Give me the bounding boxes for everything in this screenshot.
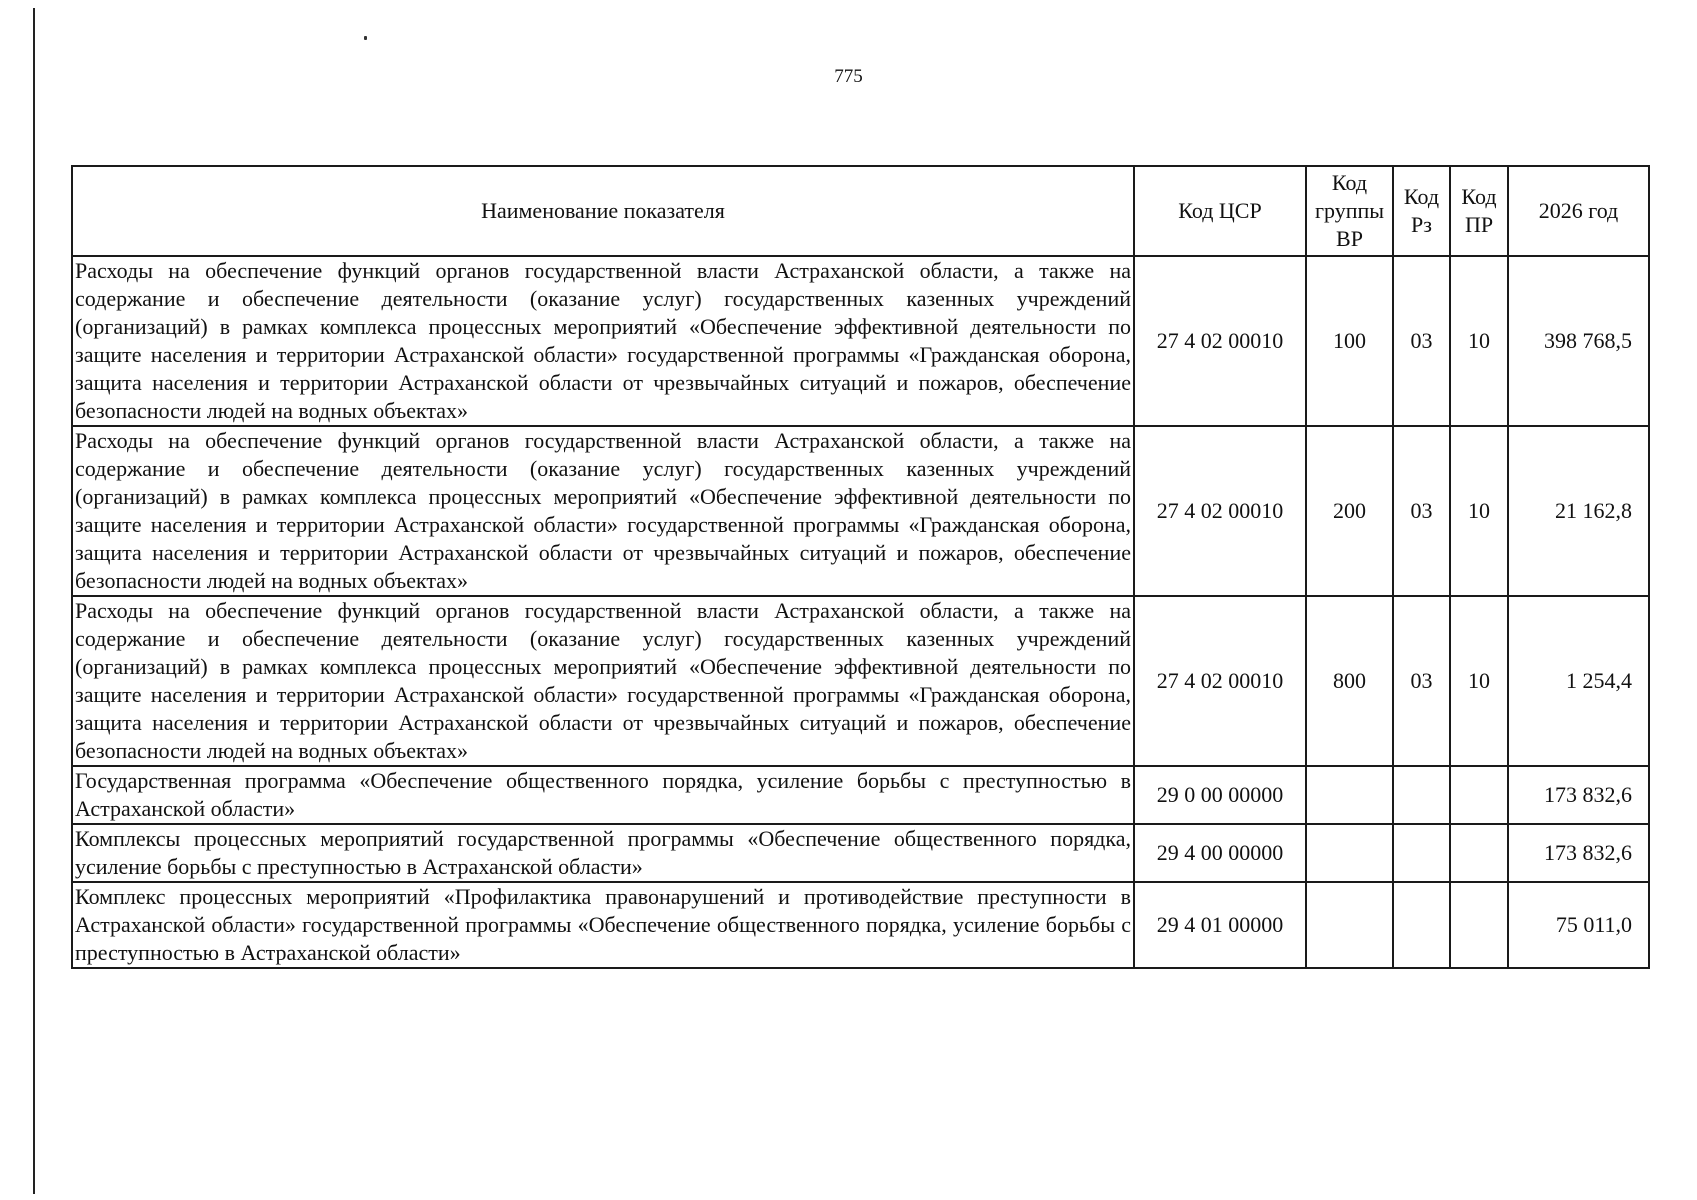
row-name: Комплексы процессных мероприятий государственной программы «Обеспечение общественного порядка, усиление борьбы с преступностью в Астраханской области» bbox=[72, 824, 1134, 882]
row-csr-code: 27 4 02 00010 bbox=[1134, 256, 1306, 426]
left-margin-line bbox=[33, 8, 35, 1194]
row-name: Расходы на обеспечение функций органов государственной власти Астраханской области, а также на содержание и обеспечение деятельности (оказание услуг) государственных казенных учреждений (организаций) в рамках комплекса процессных мероприятий «Обеспечение эффективной деятельности по защите населения и территории Астраханской области» государственной программы «Гражданская оборона, защита населения и территории Астраханской области от чрезвычайных ситуаций и пожаров, обеспечение безопасности людей на водных объектах» bbox=[72, 596, 1134, 766]
table-row bbox=[72, 882, 1649, 968]
row-rz-code: 03 bbox=[1393, 256, 1450, 426]
row-rz-code bbox=[1393, 882, 1450, 968]
row-amount: 173 832,6 bbox=[1508, 824, 1649, 882]
header-rz-code: Код Рз bbox=[1393, 166, 1450, 256]
budget-table bbox=[71, 165, 1650, 969]
row-rz-code bbox=[1393, 766, 1450, 824]
row-csr-code: 27 4 02 00010 bbox=[1134, 426, 1306, 596]
row-amount: 398 768,5 bbox=[1508, 256, 1649, 426]
header-name: Наименование показателя bbox=[72, 166, 1134, 256]
row-rz-code: 03 bbox=[1393, 426, 1450, 596]
table-row bbox=[72, 426, 1649, 596]
row-pr-code bbox=[1450, 766, 1508, 824]
row-pr-code: 10 bbox=[1450, 426, 1508, 596]
header-csr-code: Код ЦСР bbox=[1134, 166, 1306, 256]
table-row bbox=[72, 824, 1649, 882]
table-row bbox=[72, 766, 1649, 824]
row-amount: 21 162,8 bbox=[1508, 426, 1649, 596]
header-pr-code: Код ПР bbox=[1450, 166, 1508, 256]
header-year-2026: 2026 год bbox=[1508, 166, 1649, 256]
row-vr-code: 800 bbox=[1306, 596, 1393, 766]
row-amount: 1 254,4 bbox=[1508, 596, 1649, 766]
row-vr-code: 100 bbox=[1306, 256, 1393, 426]
row-name: Расходы на обеспечение функций органов государственной власти Астраханской области, а также на содержание и обеспечение деятельности (оказание услуг) государственных казенных учреждений (организаций) в рамках комплекса процессных мероприятий «Обеспечение эффективной деятельности по защите населения и территории Астраханской области» государственной программы «Гражданская оборона, защита населения и территории Астраханской области от чрезвычайных ситуаций и пожаров, обеспечение безопасности людей на водных объектах» bbox=[72, 256, 1134, 426]
page-number: 775 bbox=[834, 66, 863, 87]
row-csr-code: 29 4 01 00000 bbox=[1134, 882, 1306, 968]
table-row bbox=[72, 596, 1649, 766]
row-pr-code bbox=[1450, 882, 1508, 968]
row-name: Расходы на обеспечение функций органов государственной власти Астраханской области, а также на содержание и обеспечение деятельности (оказание услуг) государственных казенных учреждений (организаций) в рамках комплекса процессных мероприятий «Обеспечение эффективной деятельности по защите населения и территории Астраханской области» государственной программы «Гражданская оборона, защита населения и территории Астраханской области от чрезвычайных ситуаций и пожаров, обеспечение безопасности людей на водных объектах» bbox=[72, 426, 1134, 596]
table-header bbox=[72, 166, 1649, 256]
row-amount: 173 832,6 bbox=[1508, 766, 1649, 824]
row-vr-code bbox=[1306, 766, 1393, 824]
row-rz-code bbox=[1393, 824, 1450, 882]
table-body bbox=[72, 256, 1649, 968]
table-row bbox=[72, 256, 1649, 426]
row-vr-code bbox=[1306, 882, 1393, 968]
row-rz-code: 03 bbox=[1393, 596, 1450, 766]
row-vr-code: 200 bbox=[1306, 426, 1393, 596]
row-csr-code: 29 4 00 00000 bbox=[1134, 824, 1306, 882]
row-amount: 75 011,0 bbox=[1508, 882, 1649, 968]
row-csr-code: 27 4 02 00010 bbox=[1134, 596, 1306, 766]
row-name: Государственная программа «Обеспечение общественного порядка, усиление борьбы с преступностью в Астраханской области» bbox=[72, 766, 1134, 824]
row-csr-code: 29 0 00 00000 bbox=[1134, 766, 1306, 824]
header-row bbox=[72, 166, 1649, 256]
row-name: Комплекс процессных мероприятий «Профилактика правонарушений и противодействие преступности в Астраханской области» государственной программы «Обеспечение общественного порядка, усиление борьбы с преступностью в Астраханской области» bbox=[72, 882, 1134, 968]
row-pr-code bbox=[1450, 824, 1508, 882]
row-vr-code bbox=[1306, 824, 1393, 882]
scan-speck bbox=[364, 36, 367, 40]
row-pr-code: 10 bbox=[1450, 596, 1508, 766]
row-pr-code: 10 bbox=[1450, 256, 1508, 426]
header-vr-code: Код группы ВР bbox=[1306, 166, 1393, 256]
